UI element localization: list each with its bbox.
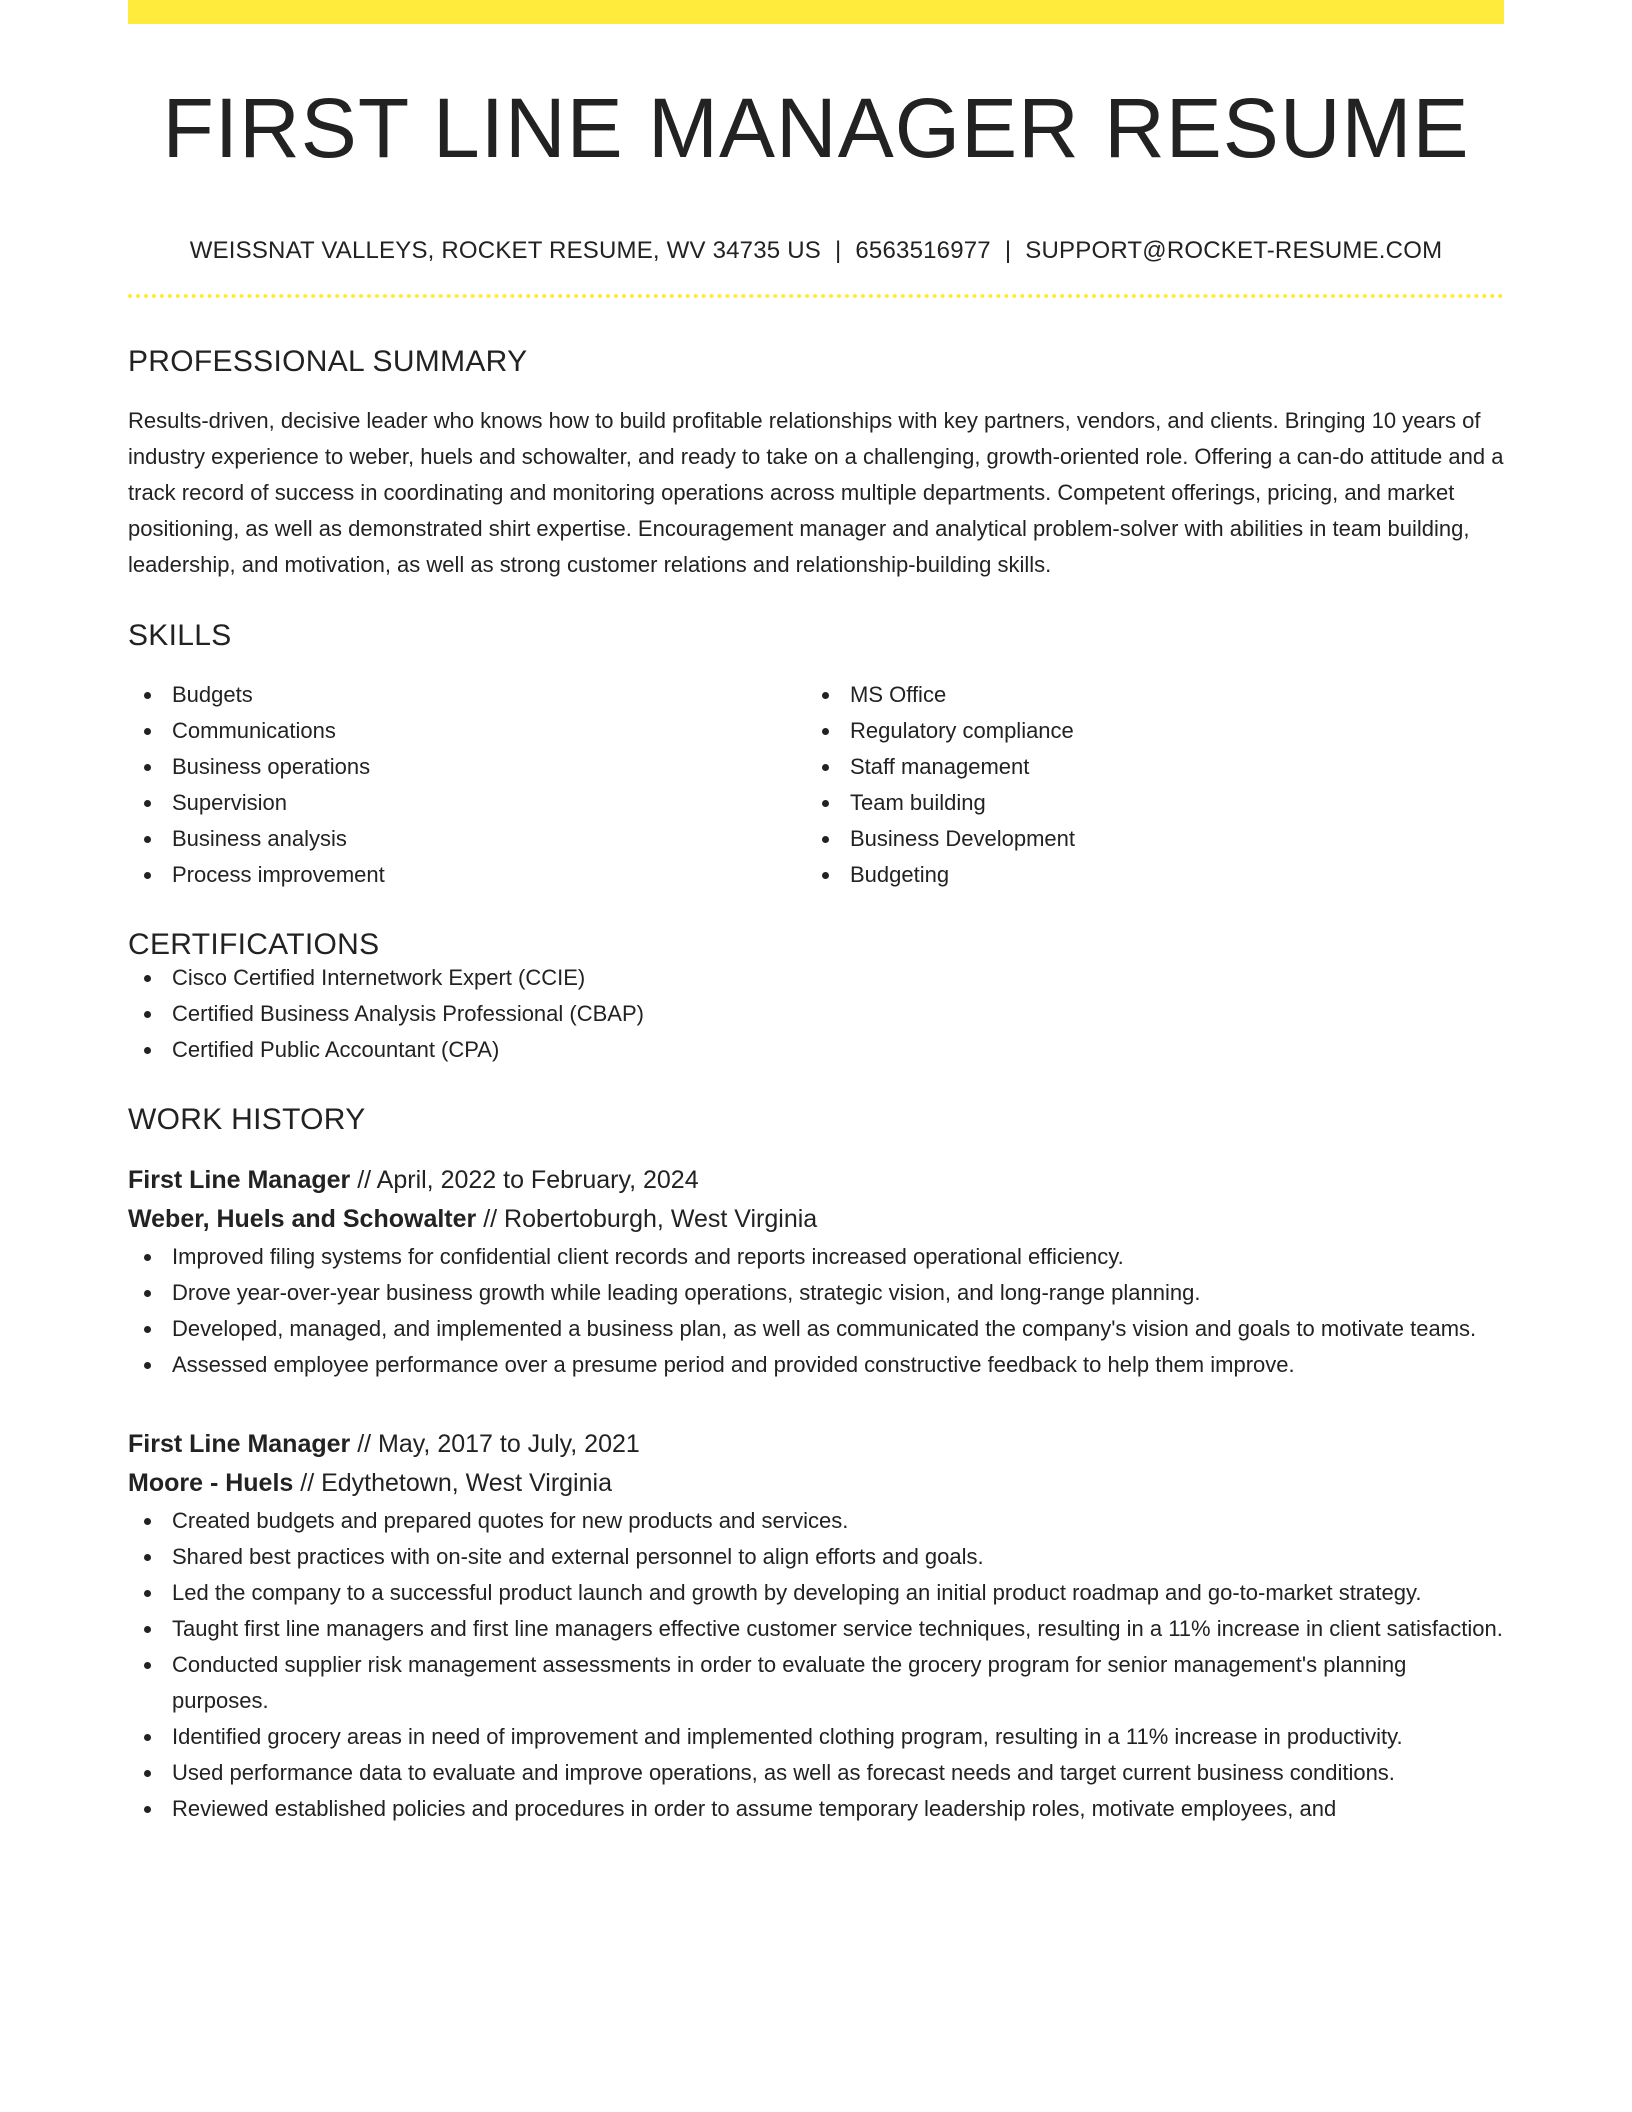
dotted-divider <box>128 294 1504 298</box>
job-bullet: Taught first line managers and first line managers effective customer service techniques, resulting in a 11% increase in client satisfaction. <box>128 1611 1504 1647</box>
job-bullet: Conducted supplier risk management assessments in order to evaluate the grocery program for senior management's planning purposes. <box>128 1647 1504 1719</box>
contact-separator: | <box>834 237 842 264</box>
job-bullet: Led the company to a successful product launch and growth by developing an initial product roadmap and go-to-market strategy. <box>128 1575 1504 1611</box>
job-bullet: Assessed employee performance over a presume period and provided constructive feedback to help them improve. <box>128 1347 1504 1383</box>
job-location: // Robertoburgh, West Virginia <box>476 1204 818 1233</box>
contact-line <box>128 237 1504 266</box>
resume-page <box>128 0 1504 1827</box>
job-bullet: Improved filing systems for confidential client records and reports increased operational efficiency. <box>128 1239 1504 1275</box>
job-company-line <box>128 1464 1504 1503</box>
certifications-heading: CERTIFICATIONS <box>128 927 380 961</box>
contact-address: WEISSNAT VALLEYS, ROCKET RESUME, WV 34735 US <box>189 237 821 264</box>
contact-phone: 6563516977 <box>855 237 991 264</box>
certification-item: Cisco Certified Internetwork Expert (CCIE) <box>128 960 1504 996</box>
skills-column-right <box>806 677 1484 893</box>
certifications-list <box>128 960 1504 1068</box>
skill-item: Regulatory compliance <box>806 713 1484 749</box>
job-title-line <box>128 1161 1504 1200</box>
work-history-heading: WORK HISTORY <box>128 1102 366 1136</box>
job-location: // Edythetown, West Virginia <box>293 1468 612 1497</box>
skill-item: Team building <box>806 785 1484 821</box>
skills-list-right <box>806 677 1484 893</box>
summary-text: Results-driven, decisive leader who knows how to build profitable relationships with key partners, vendors, and clients. Bringing 10 years of industry experience to weber, huels and schowalter, and ready to take on a challenging, growth-oriented role. Offering a can-do attitude and a track record of success in coordinating and monitoring operations across multiple departments. Competent offerings, pricing, and market positioning, as well as demonstrated shirt expertise. Encouragement manager and analytical problem-solver with abilities in team building, leadership, and motivation, as well as strong customer relations and relationship-building skills. <box>128 407 1504 577</box>
skill-item: Process improvement <box>128 857 806 893</box>
contact-email: SUPPORT@ROCKET-RESUME.COM <box>1025 237 1443 264</box>
skills-grid <box>128 677 1504 893</box>
skills-list-left <box>128 677 806 893</box>
job-entry <box>128 1161 1504 1383</box>
job-bullets <box>128 1239 1504 1383</box>
job-title: First Line Manager <box>128 1165 351 1194</box>
job-bullets <box>128 1503 1504 1827</box>
skills-heading: SKILLS <box>128 618 232 652</box>
skill-item: Budgeting <box>806 857 1484 893</box>
job-title-line <box>128 1425 1504 1464</box>
job-title: First Line Manager <box>128 1429 351 1458</box>
skill-item: MS Office <box>806 677 1484 713</box>
skill-item: Budgets <box>128 677 806 713</box>
certification-item: Certified Public Accountant (CPA) <box>128 1032 1504 1068</box>
job-company: Weber, Huels and Schowalter <box>128 1204 477 1233</box>
job-bullet: Shared best practices with on-site and external personnel to align efforts and goals. <box>128 1539 1504 1575</box>
certification-item: Certified Business Analysis Professional (CBAP) <box>128 996 1504 1032</box>
job-dates: // April, 2022 to February, 2024 <box>350 1165 699 1194</box>
skill-item: Communications <box>128 713 806 749</box>
job-bullet: Used performance data to evaluate and improve operations, as well as forecast needs and target current business conditions. <box>128 1755 1504 1791</box>
skills-column-left <box>128 677 806 893</box>
job-bullet: Reviewed established policies and procedures in order to assume temporary leadership roles, motivate employees, and <box>128 1791 1504 1827</box>
job-company: Moore - Huels <box>128 1468 294 1497</box>
skill-item: Business analysis <box>128 821 806 857</box>
job-bullet: Developed, managed, and implemented a business plan, as well as communicated the company's vision and goals to motivate teams. <box>128 1311 1504 1347</box>
job-bullet: Identified grocery areas in need of improvement and implemented clothing program, resulting in a 11% increase in productivity. <box>128 1719 1504 1755</box>
job-dates: // May, 2017 to July, 2021 <box>350 1429 640 1458</box>
accent-top-bar <box>128 0 1504 24</box>
skill-item: Supervision <box>128 785 806 821</box>
contact-separator: | <box>1004 237 1012 264</box>
job-bullet: Drove year-over-year business growth while leading operations, strategic vision, and long-range planning. <box>128 1275 1504 1311</box>
resume-title: FIRST LINE MANAGER RESUME <box>162 81 1470 175</box>
skill-item: Business operations <box>128 749 806 785</box>
job-entry <box>128 1425 1504 1827</box>
skill-item: Business Development <box>806 821 1484 857</box>
skill-item: Staff management <box>806 749 1484 785</box>
job-company-line <box>128 1200 1504 1239</box>
job-bullet: Created budgets and prepared quotes for new products and services. <box>128 1503 1504 1539</box>
summary-heading: PROFESSIONAL SUMMARY <box>128 344 528 378</box>
